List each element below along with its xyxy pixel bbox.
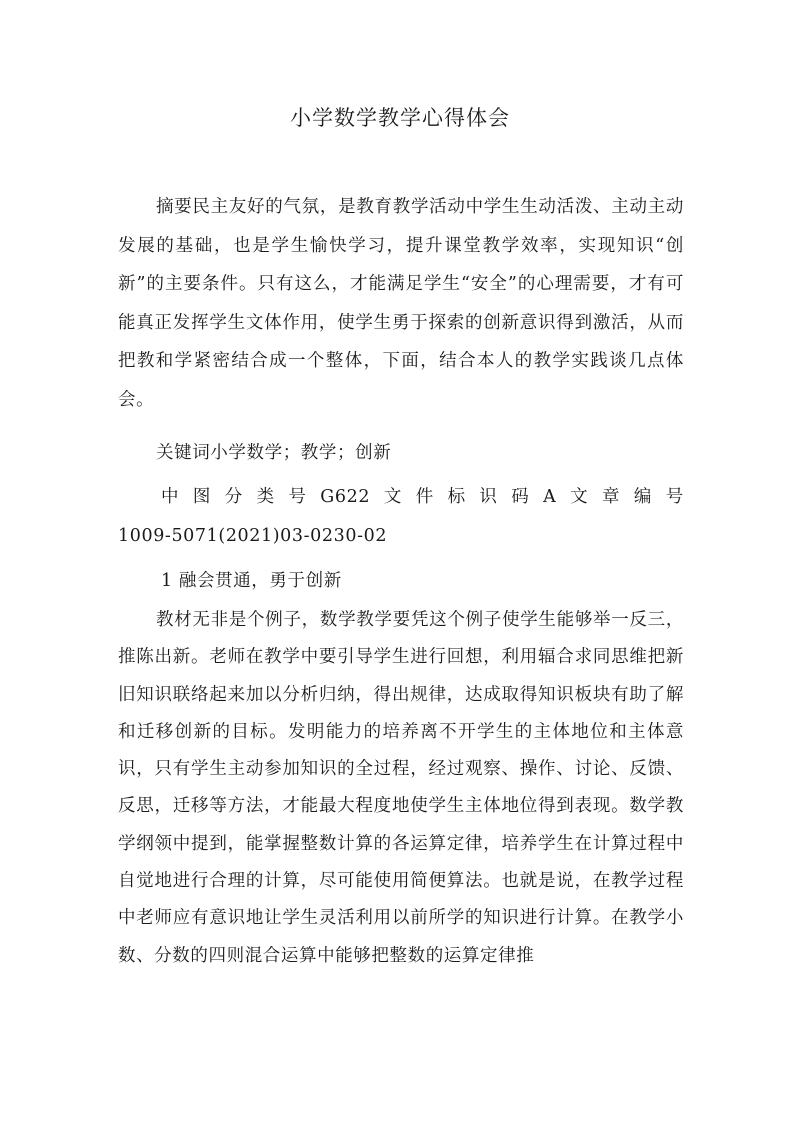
classification-token: 类 (256, 487, 275, 507)
section-1-heading: 1 融会贯通，勇于创新 (161, 571, 342, 591)
classification-token: 号 (665, 487, 684, 507)
keywords-line: 关键词小学数学；教学；创新 (156, 443, 392, 463)
classification-token: 标 (447, 487, 466, 507)
classification-token: 识 (479, 487, 498, 507)
classification-token: G622 (320, 487, 371, 507)
classification-token: 中 (161, 487, 180, 507)
document-title: 小学数学教学心得体会 (290, 106, 510, 130)
section-1-heading-block (118, 565, 684, 597)
section-1-body-block (118, 602, 684, 975)
classification-token: 号 (288, 487, 307, 507)
abstract-section (118, 188, 684, 420)
classification-token: 分 (224, 487, 243, 507)
classification-token: 文 (383, 487, 402, 507)
classification-token: 编 (633, 487, 652, 507)
classification-token: 图 (192, 487, 211, 507)
classification-token: 件 (415, 487, 434, 507)
section-1-paragraph: 教材无非是个例子，数学教学要凭这个例子使学生能够举一反三，推陈出新。老师在教学中要引导学生进行回想，利用辐合求同思维把新旧知识联络起来加以分析归纳，得出规律，达成取得知识板块有助了解和迁移创新的目标。发明能力的培养离不开学生的主体地位和主体意识，只有学生主动参加知识的全过程，经过观察、操作、讨论、反馈、反思，迁移等方法，才能最大程度地使学生主体地位得到表现。数学教学纲领中提到，能掌握整数计算的各运算定律，培养学生在计算过程中自觉地进行合理的计算，尽可能使用简便算法。也就是说，在教学过程中老师应有意识地让学生灵活利用以前所学的知识进行计算。在教学小数、分数的四则混合运算中能够把整数的运算定律推 (118, 610, 684, 966)
classification-row (118, 478, 684, 517)
classification-token: 码 (511, 487, 530, 507)
classification-section (118, 478, 684, 556)
classification-token: A (543, 487, 557, 507)
abstract-paragraph: 摘要民主友好的气氛，是教育教学活动中学生生动活泼、主动主动发展的基础，也是学生愉快学习，提升课堂教学效率，实现知识“创新”的主要条件。只有这么，才能满足学生“安全”的心理需要，才有可能真正发挥学生文体作用，使学生勇于探索的创新意识得到激活，从而把教和学紧密结合成一个整体，下面，结合本人的教学实践谈几点体会。 (118, 197, 684, 410)
classification-token: 章 (602, 487, 621, 507)
keywords-section (118, 437, 684, 469)
article-number: 1009-5071(2021)03-0230-02 (118, 526, 388, 546)
classification-token: 文 (570, 487, 589, 507)
